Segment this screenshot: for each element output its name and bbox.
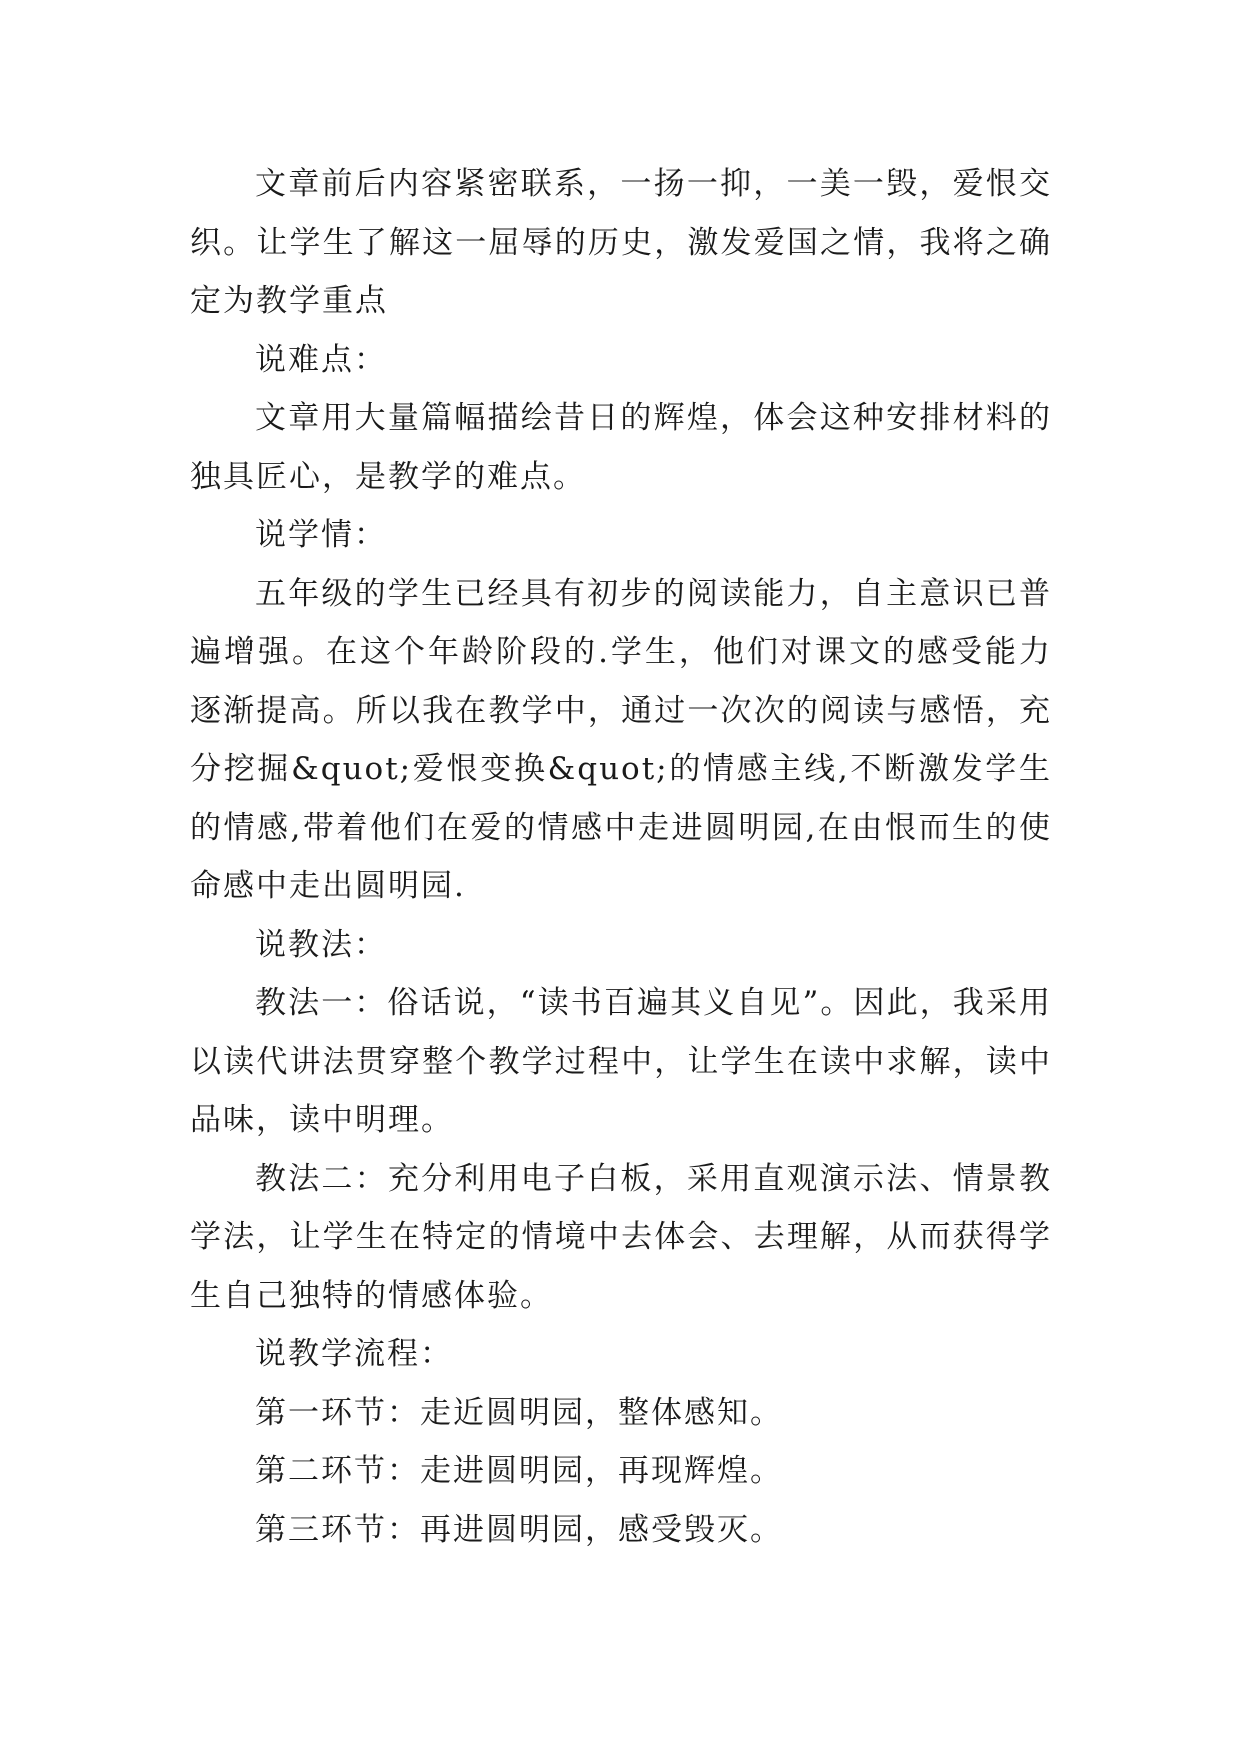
paragraph-difficulty: 文章用大量篇幅描绘昔日的辉煌，体会这种安排材料的独具匠心，是教学的难点。 <box>190 400 1052 495</box>
process-step-three: 第三环节：再进圆明园，感受毁灭。 <box>255 1511 783 1548</box>
process-step-one: 第一环节：走近圆明园，整体感知。 <box>255 1394 783 1431</box>
heading-teaching-process: 说教学流程： <box>255 1336 453 1372</box>
paragraph-student-analysis: 五年级的学生已经具有初步的阅读能力，自主意识已普遍增强。在这个年龄阶段的.学生，他们对课文的感受能力逐渐提高。所以我在教学中，通过一次次的阅读与感悟，充分挖掘&quot;爱恨变换&quot;的情感主线,不断激发学生的情感,带着他们在爱的情感中走进圆明园,在由恨而生的使命感中走出圆明园. <box>190 575 1052 904</box>
paragraph-key-point-reason: 文章前后内容紧密联系，一扬一抑，一美一毁，爱恨交织。让学生了解这一屈辱的历史，激发爱国之情，我将之确定为教学重点 <box>190 166 1052 319</box>
heading-teaching-methods: 说教法： <box>255 926 387 963</box>
paragraph-method-one: 教法一：俗话说，“读书百遍其义自见”。因此，我采用以读代讲法贯穿整个教学过程中，让学生在读中求解，读中品味，读中明理。 <box>190 985 1052 1138</box>
heading-difficulty: 说难点： <box>255 341 387 378</box>
heading-student-analysis: 说学情： <box>255 517 387 553</box>
paragraph-method-two: 教法二：充分利用电子白板，采用直观演示法、情景教学法，让学生在特定的情境中去体会、去理解，从而获得学生自己独特的情感体验。 <box>190 1160 1052 1314</box>
process-step-two: 第二环节：走进圆明园，再现辉煌。 <box>255 1453 783 1489</box>
document-page <box>190 155 1052 1559</box>
